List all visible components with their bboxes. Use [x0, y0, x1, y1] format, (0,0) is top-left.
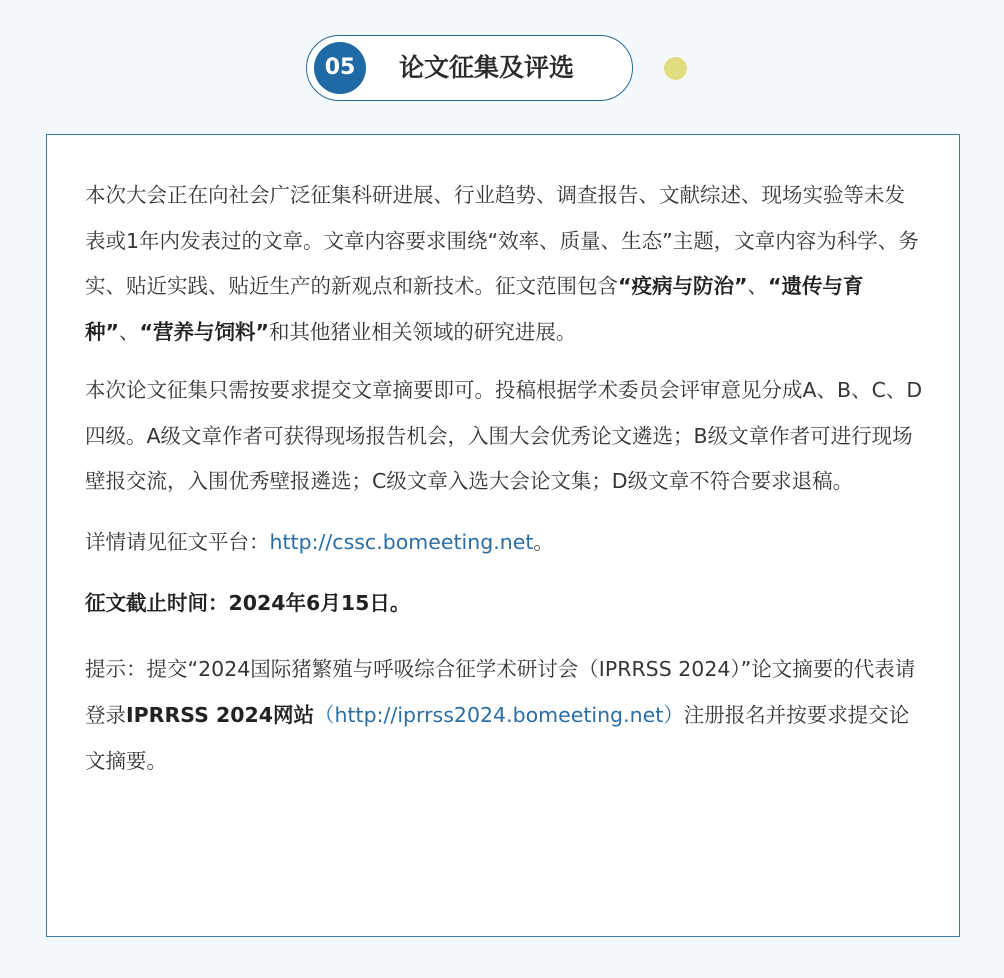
topic-nutrition: “营养与饲料”	[139, 320, 269, 345]
section-title: 论文征集及评选	[399, 53, 575, 82]
topic-genetics: “遗传与育种”	[85, 274, 864, 345]
platform-end: 。	[533, 529, 554, 554]
content-panel	[46, 134, 960, 937]
iprrss-site-label: IPRRSS 2024网站	[126, 703, 315, 728]
paragraph-tip	[85, 647, 923, 784]
section-header	[306, 35, 633, 101]
paragraph-platform	[85, 520, 923, 566]
topic-separator: 、	[118, 320, 140, 345]
topic-disease: “疫病与防治”	[618, 274, 748, 299]
paragraph-call-for-papers	[85, 173, 923, 356]
section-number-badge: 05	[314, 42, 366, 94]
call-for-papers-text: 本次大会正在向社会广泛征集科研进展、行业趋势、调查报告、文献综述、现场实验等未发表或1年内发表过的文章。文章内容要求围绕“效率、质量、生态”主题，文章内容为科学、务实、贴近实践、贴近生产的新观点和新技术。征文范围包含	[85, 183, 919, 299]
paragraph-grading: 本次论文征集只需按要求提交文章摘要即可。投稿根据学术委员会评审意见分成A、B、C、D四级。A级文章作者可获得现场报告机会，入围大会优秀论文遴选；B级文章作者可进行现场壁报交流，入围优秀壁报遴选；C级文章入选大会论文集；D级文章不符合要求退稿。	[85, 377, 923, 494]
tip-tail: 注册报名并按要求提交论文摘要。	[85, 703, 910, 773]
platform-link[interactable]: http://cssc.bomeeting.net	[269, 529, 534, 554]
tip-text: 提示：提交“2024国际猪繁殖与呼吸综合征学术研讨会（IPRRSS 2024）”论文摘要的代表请登录	[85, 657, 916, 728]
platform-label: 详情请见征文平台：	[85, 529, 270, 554]
content-body	[85, 173, 923, 784]
topic-separator: 、	[747, 274, 768, 299]
call-for-papers-tail: 和其他猪业相关领域的研究进展。	[268, 320, 577, 345]
iprrss-link[interactable]: （http://iprrss2024.bomeeting.net）	[314, 703, 684, 728]
decorative-dot	[664, 57, 687, 80]
paragraph-deadline: 征文截止时间：2024年6月15日。	[85, 590, 411, 615]
